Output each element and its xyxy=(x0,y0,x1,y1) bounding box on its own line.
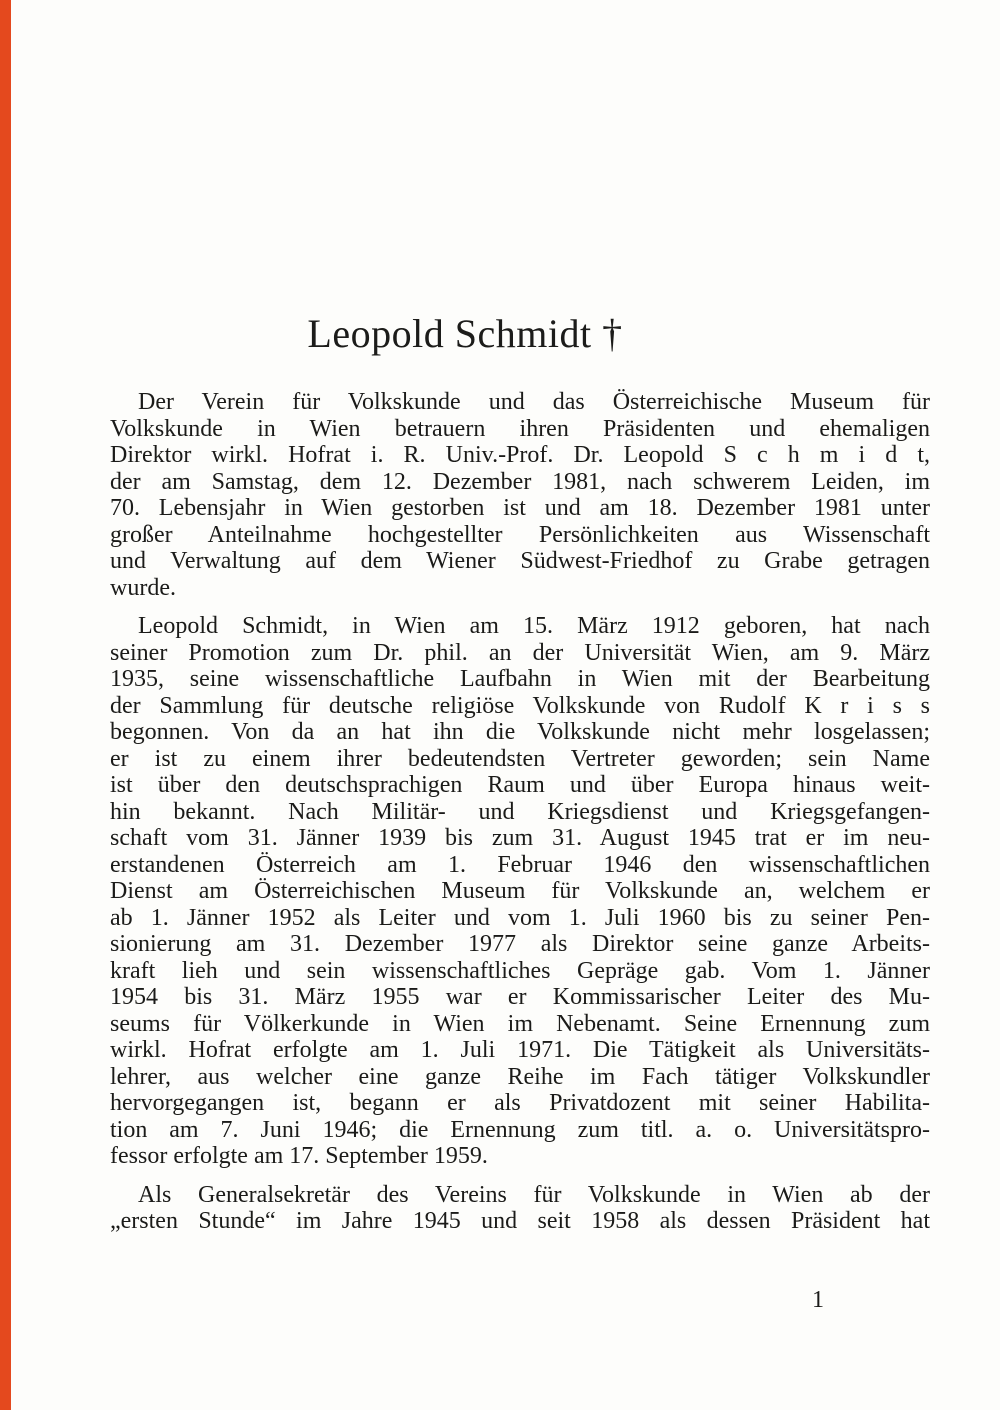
scan-edge-stripe xyxy=(0,0,11,1410)
paragraph xyxy=(110,1182,930,1235)
text-line: erstandenen Österreich am 1. Februar 1946 den wissenschaftlichen xyxy=(110,851,930,878)
text-line: 1935, seine wissenschaftliche Laufbahn in Wien mit der Bearbeitung xyxy=(110,666,930,692)
text-line: sionierung am 31. Dezember 1977 als Direktor seine ganze Arbeits- xyxy=(110,931,930,957)
text-line: hervorgegangen ist, begann er als Privatdozent mit seiner Habilita- xyxy=(110,1090,930,1116)
text-line: schaft vom 31. Jänner 1939 bis zum 31. August 1945 trat er im neu- xyxy=(110,825,930,851)
text-line: Der Verein für Volkskunde und das Österreichische Museum für xyxy=(138,389,930,415)
text-line: 70. Lebensjahr in Wien gestorben ist und am 18. Dezember 1981 unter xyxy=(110,495,930,521)
text-line: tion am 7. Juni 1946; die Ernennung zum titl. a. o. Universitätspro- xyxy=(110,1116,930,1143)
text-line: Direktor wirkl. Hofrat i. R. Univ.-Prof. Dr. Leopold S c h m i d t, xyxy=(110,442,930,468)
text-line: der am Samstag, dem 12. Dezember 1981, nach schwerem Leiden, im xyxy=(110,468,930,495)
text-line: seums für Völkerkunde in Wien im Nebenamt. Seine Ernennung zum xyxy=(110,1010,930,1037)
page-number: 1 xyxy=(812,1287,824,1313)
text-line: hin bekannt. Nach Militär- und Kriegsdienst und Kriegsgefangen- xyxy=(110,798,930,825)
text-line: wirkl. Hofrat erfolgte am 1. Juli 1971. Die Tätigkeit als Universitäts- xyxy=(110,1037,930,1063)
text-line: Volkskunde in Wien betrauern ihren Präsidenten und ehemaligen xyxy=(110,415,930,442)
text-line: Dienst am Österreichischen Museum für Volkskunde an, welchem er xyxy=(110,878,930,904)
text-line: ist über den deutschsprachigen Raum und über Europa hinaus weit- xyxy=(110,772,930,798)
text-line: wurde. xyxy=(110,574,176,601)
article-body xyxy=(110,389,930,1235)
text-line: er ist zu einem ihrer bedeutendsten Vertreter geworden; sein Name xyxy=(110,745,930,772)
text-line: und Verwaltung auf dem Wiener Südwest-Friedhof zu Grabe getragen xyxy=(110,548,930,574)
text-line: ab 1. Jänner 1952 als Leiter und vom 1. Juli 1960 bis zu seiner Pen- xyxy=(110,904,930,931)
text-line: kraft lieh und sein wissenschaftliches Gepräge gab. Vom 1. Jänner xyxy=(110,957,930,984)
text-line: 1954 bis 31. März 1955 war er Kommissarischer Leiter des Mu- xyxy=(110,984,930,1010)
text-line: der Sammlung für deutsche religiöse Volkskunde von Rudolf K r i s s xyxy=(110,692,930,719)
text-line: begonnen. Von da an hat ihn die Volkskunde nicht mehr losgelassen; xyxy=(110,719,930,745)
text-line: Als Generalsekretär des Vereins für Volkskunde in Wien ab der xyxy=(138,1181,930,1208)
text-line: großer Anteilnahme hochgestellter Persönlichkeiten aus Wissenschaft xyxy=(110,521,930,548)
text-line: fessor erfolgte am 17. September 1959. xyxy=(110,1143,488,1169)
paragraph xyxy=(110,613,930,1170)
paragraph xyxy=(110,389,930,601)
text-line: „ersten Stunde“ im Jahre 1945 und seit 1958 als dessen Präsident hat xyxy=(110,1208,930,1234)
text-line: lehrer, aus welcher eine ganze Reihe im Fach tätiger Volkskundler xyxy=(110,1063,930,1090)
article-title: Leopold Schmidt † xyxy=(307,311,623,356)
text-line: seiner Promotion zum Dr. phil. an der Universität Wien, am 9. März xyxy=(110,639,930,666)
text-line: Leopold Schmidt, in Wien am 15. März 1912 geboren, hat nach xyxy=(138,613,930,639)
